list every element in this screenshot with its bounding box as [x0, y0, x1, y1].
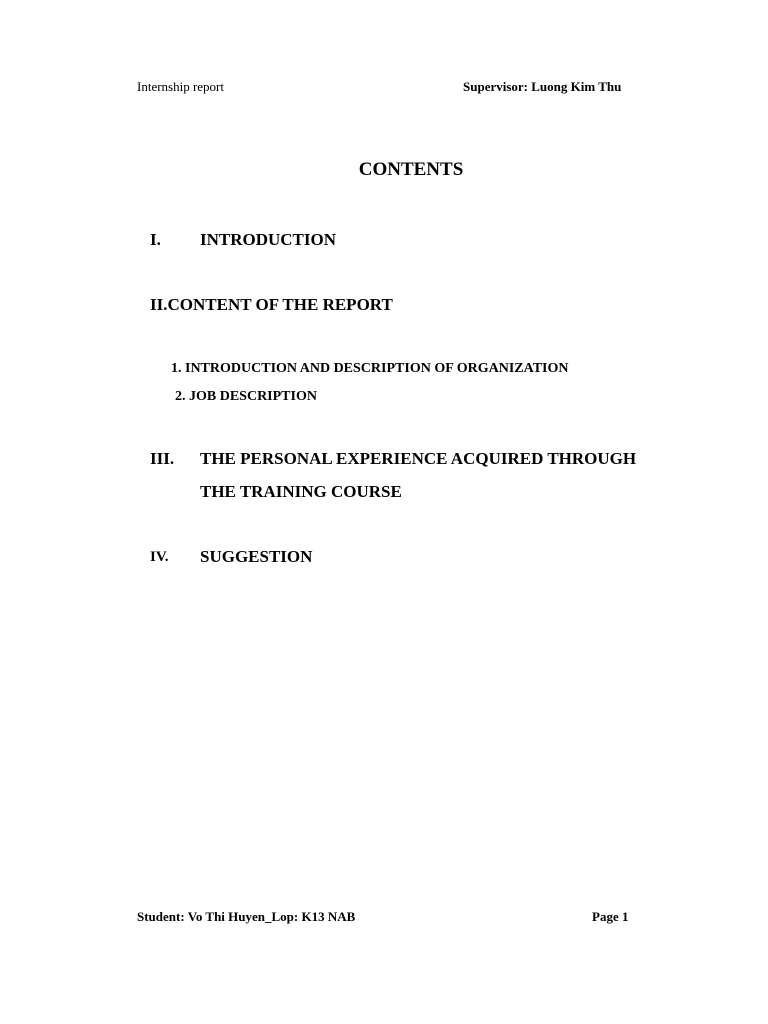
- toc-section-title: INTRODUCTION: [200, 230, 337, 249]
- toc-subsection-2: 2. JOB DESCRIPTION: [175, 389, 317, 404]
- footer-page-number: Page 1: [592, 909, 629, 924]
- footer-student: Student: Vo Thi Huyen_Lop: K13 NAB: [137, 909, 356, 924]
- toc-subsection-1: 1. INTRODUCTION AND DESCRIPTION OF ORGANIZATION: [171, 361, 569, 376]
- toc-section-title: SUGGESTION: [200, 547, 313, 566]
- toc-section-number: I.: [150, 230, 161, 249]
- header-supervisor: Supervisor: Luong Kim Thu: [463, 79, 622, 94]
- toc-section-number: III.: [150, 449, 175, 468]
- toc-section-title: THE PERSONAL EXPERIENCE ACQUIRED THROUGH: [200, 449, 637, 468]
- toc-section-number: II.: [150, 295, 168, 314]
- toc-section-number: IV.: [150, 549, 169, 565]
- toc-section-title-continued: THE TRAINING COURSE: [200, 482, 402, 501]
- toc-section-title: CONTENT OF THE REPORT: [167, 295, 393, 314]
- toc-section-2: [150, 295, 393, 315]
- page-title: CONTENTS: [358, 159, 464, 180]
- header-title: Internship report: [137, 79, 225, 94]
